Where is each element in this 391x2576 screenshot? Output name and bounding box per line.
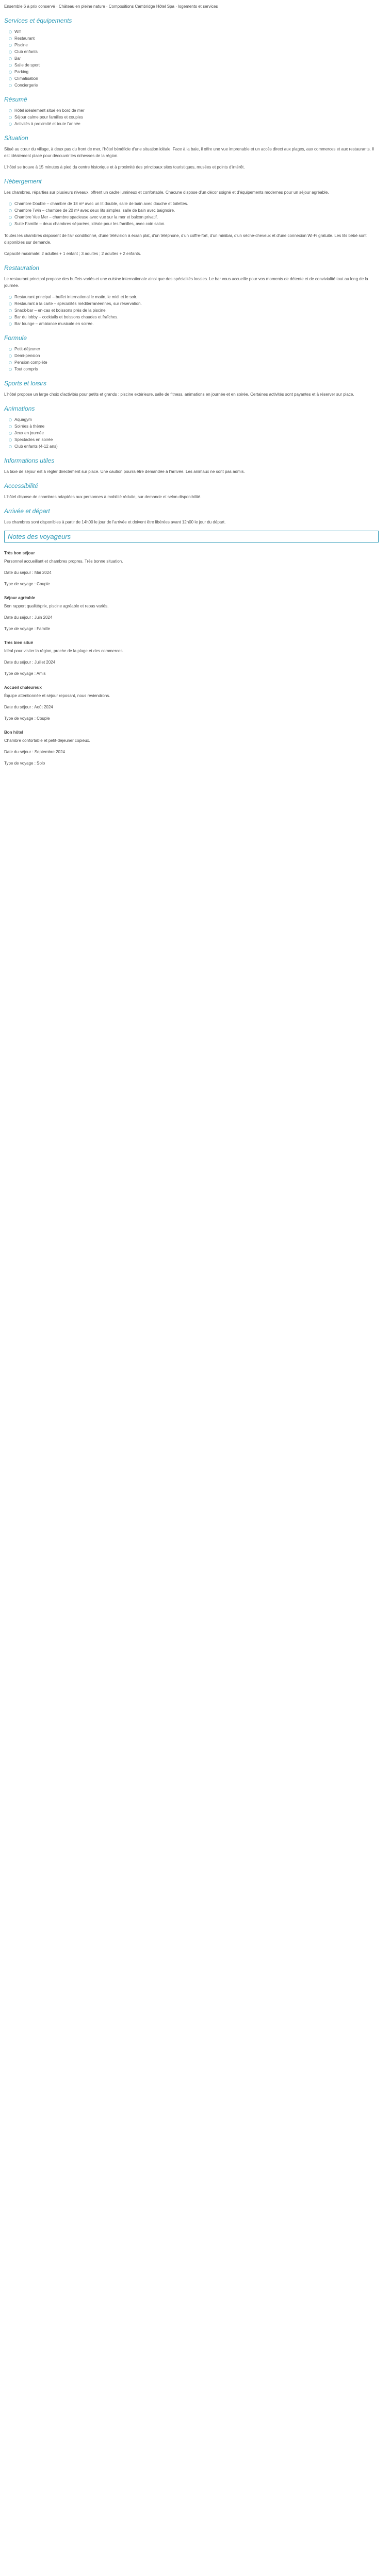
list-item: Bar du lobby – cocktails et boissons chaudes et fraîches. [14, 314, 379, 320]
list-item: Suite Famille – deux chambres séparées, idéale pour les familles, avec coin salon. [14, 221, 379, 227]
capacity-text: Capacité maximale: 2 adultes + 1 enfant ; 3 adultes ; 2 adultes + 2 enfants. [4, 251, 141, 256]
list-item: Chambre Double – chambre de 18 m² avec un lit double, salle de bain avec douche et toilettes. [14, 200, 379, 207]
review-type-label: Type de voyage : [4, 582, 36, 586]
reviews-box [4, 531, 379, 767]
review-type-label: Type de voyage : [4, 761, 36, 766]
review-title: Bon hôtel [4, 730, 23, 735]
review-text: Idéal pour visiter la région, proche de la plage et des commerces. [4, 649, 124, 653]
reviews-title: Notes des voyageurs [4, 531, 379, 543]
formule-list [4, 346, 379, 372]
services-list [4, 28, 379, 89]
services-title: Services et équipements [4, 17, 72, 24]
restauration-title: Restauration [4, 264, 40, 272]
list-item: Salle de sport [14, 62, 379, 69]
list-item: Soirées à thème [14, 423, 379, 430]
info-text: La taxe de séjour est à régler directement sur place. Une caution pourra être demandée à l'arrivée. Les animaux ne sont pas admis. [4, 469, 245, 474]
restos-list [4, 294, 379, 327]
review-date-label: Date du séjour : [4, 570, 34, 575]
sports-title: Sports et loisirs [4, 380, 47, 387]
review-type: Solo [37, 761, 45, 766]
list-item: Restaurant à la carte – spécialités méditerranéennes, sur réservation. [14, 300, 379, 307]
review-title: Très bien situé [4, 640, 34, 645]
list-item: Climatisation [14, 75, 379, 82]
review-type: Couple [37, 582, 50, 586]
review-date-label: Date du séjour : [4, 705, 34, 709]
list-item: Jeux en journée [14, 430, 379, 436]
info-title: Informations utiles [4, 457, 55, 464]
animations-list [4, 416, 379, 450]
list-item: Séjour calme pour familles et couples [14, 114, 379, 121]
list-item: Restaurant principal – buffet international le matin, le midi et le soir. [14, 294, 379, 300]
review [4, 595, 379, 632]
review-type-label: Type de voyage : [4, 716, 36, 721]
review [4, 729, 379, 767]
review-title: Séjour agréable [4, 596, 36, 600]
review-type-label: Type de voyage : [4, 671, 36, 676]
animations-title: Animations [4, 405, 35, 412]
review [4, 639, 379, 677]
situation-text-2: L'hôtel se trouve à 15 minutes à pied du centre historique et à proximité des principaux sites touristiques, musées et points d'intérêt. [4, 165, 245, 170]
list-item: Piscine [14, 42, 379, 48]
list-item: Club enfants (4-12 ans) [14, 443, 379, 450]
hebergement-text-2: Toutes les chambres disposent de l'air conditionné, d'une télévision à écran plat, d'un téléphone, d'un coffre-fort, d'un minibar, d'un sèche-cheveux et d'une connexion Wi-Fi gratuite. Les lits bébé sont disponibles sur demande. [4, 233, 367, 245]
list-item: Activités à proximité et toute l'année [14, 121, 379, 127]
access-title: Accessibilité [4, 482, 39, 489]
review-title: Très bon séjour [4, 551, 35, 555]
list-item: Bar lounge – ambiance musicale en soirée. [14, 320, 379, 327]
list-item: Snack-bar – en-cas et boissons près de la piscine. [14, 307, 379, 314]
list-item: Tout compris [14, 366, 379, 372]
review-type: Couple [37, 716, 50, 721]
list-item: Restaurant [14, 35, 379, 42]
checkin-title: Arrivée et départ [4, 507, 50, 515]
review-type-label: Type de voyage : [4, 626, 36, 631]
review-text: Bon rapport qualité/prix, piscine agréable et repas variés. [4, 604, 109, 608]
review-type: Famille [37, 626, 50, 631]
review [4, 684, 379, 722]
review [4, 550, 379, 587]
intro-text: Ensemble 6 à prix conservé · Château en pleine nature · Compositions Cambridge Hôtel Spa · logements et services [4, 4, 218, 9]
review-text: Chambre confortable et petit-déjeuner copieux. [4, 738, 90, 743]
list-item: Conciergerie [14, 82, 379, 89]
list-item: Spectacles en soirée [14, 436, 379, 443]
hebergement-text: Les chambres, réparties sur plusieurs niveaux, offrent un cadre lumineux et confortable. Chacune dispose d'un décor soigné et d'équipements modernes pour un séjour agréable. [4, 190, 329, 195]
list-item: Chambre Vue Mer – chambre spacieuse avec vue sur la mer et balcon privatif. [14, 214, 379, 221]
access-text: L'hôtel dispose de chambres adaptées aux personnes à mobilité réduite, sur demande et selon disponibilité. [4, 495, 202, 499]
situation-text: Situé au cœur du village, à deux pas du front de mer, l'hôtel bénéficie d'une situation idéale. Face à la baie, il offre une vue imprenable et un accès direct aux plages, aux commerces et aux restaurants. Il est idéalement placé pour découvrir les richesses de la région. [4, 147, 374, 158]
list-item: Chambre Twin – chambre de 20 m² avec deux lits simples, salle de bain avec baignoire. [14, 207, 379, 214]
list-item: Bar [14, 55, 379, 62]
review-date: Septembre 2024 [34, 750, 65, 754]
situation-title: Situation [4, 134, 28, 142]
resume-title: Résumé [4, 96, 27, 103]
review-date: Juin 2024 [34, 615, 53, 620]
review-date-label: Date du séjour : [4, 615, 34, 620]
review-title: Accueil chaleureux [4, 685, 42, 690]
list-item: Parking [14, 69, 379, 75]
list-item: Wifi [14, 28, 379, 35]
list-item: Pension complète [14, 359, 379, 366]
checkin-text: Les chambres sont disponibles à partir de 14h00 le jour de l'arrivée et doivent être libérées avant 12h00 le jour du départ. [4, 520, 226, 524]
restauration-text: Le restaurant principal propose des buffets variés et une cuisine internationale ainsi que des spécialités locales. Le bar vous accueille pour vos moments de détente et de convivialité tout au long de la journée. [4, 277, 368, 288]
review-date: Juillet 2024 [34, 660, 56, 665]
list-item: Demi-pension [14, 352, 379, 359]
review-date: Mai 2024 [34, 570, 52, 575]
review-date-label: Date du séjour : [4, 750, 34, 754]
rooms-list [4, 200, 379, 227]
review-type: Amis [36, 671, 46, 676]
list-item: Club enfants [14, 48, 379, 55]
formule-title: Formule [4, 334, 27, 342]
resume-list [4, 107, 379, 127]
list-item: Hôtel idéalement situé en bord de mer [14, 107, 379, 114]
list-item: Aquagym [14, 416, 379, 423]
list-item: Petit-déjeuner [14, 346, 379, 352]
page [0, 0, 383, 782]
review-text: Équipe attentionnée et séjour reposant, nous reviendrons. [4, 693, 110, 698]
sports-text: L'hôtel propose un large choix d'activités pour petits et grands : piscine extérieure, salle de fitness, animations en journée et en soirée. Certaines activités sont payantes et à réserver sur place. [4, 392, 354, 397]
review-date: Août 2024 [34, 705, 53, 709]
hebergement-title: Hébergement [4, 178, 42, 185]
review-text: Personnel accueillant et chambres propres. Très bonne situation. [4, 559, 123, 564]
review-date-label: Date du séjour : [4, 660, 34, 665]
